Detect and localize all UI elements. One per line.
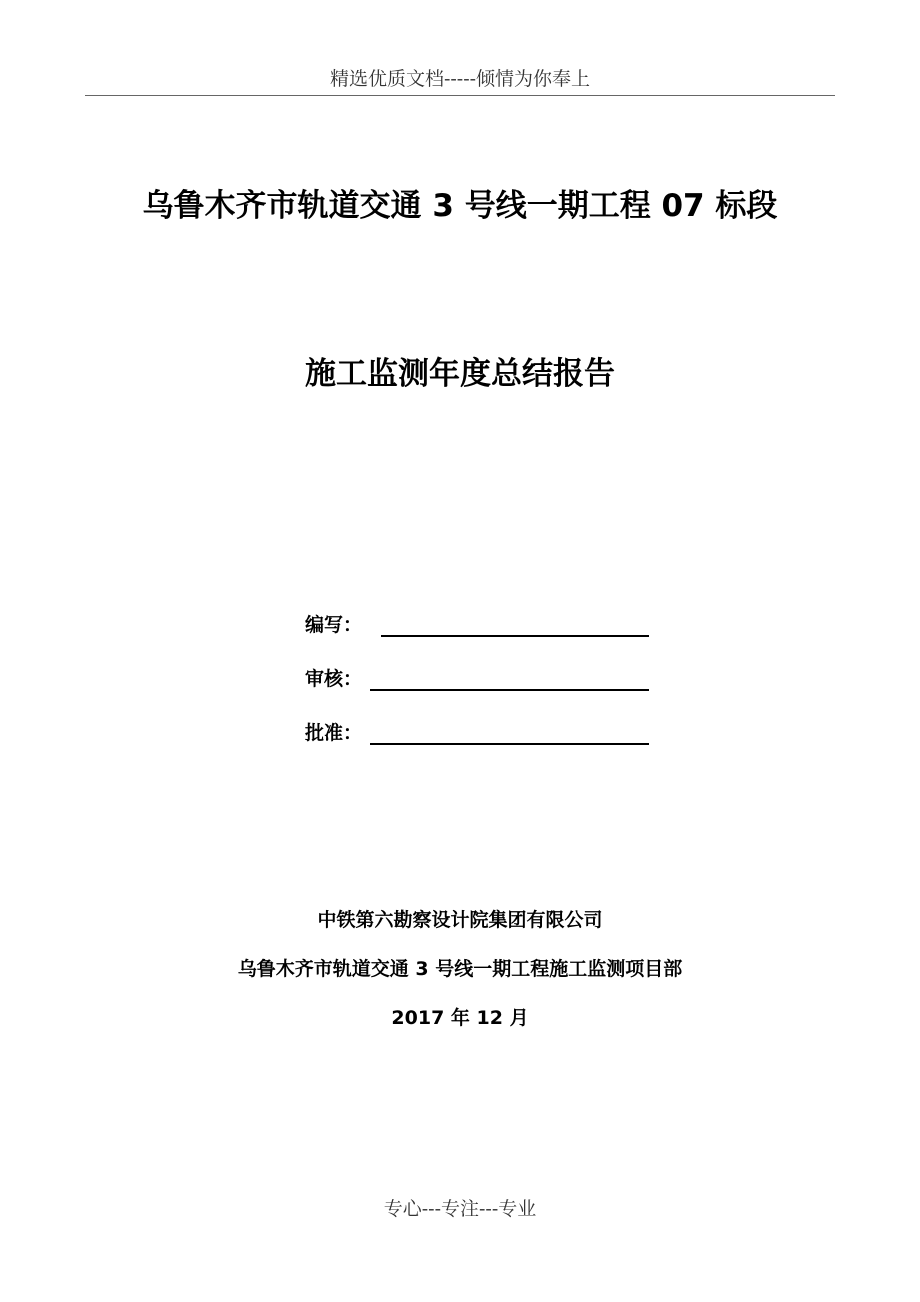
page-header-text: 精选优质文档-----倾情为你奉上 (329, 68, 591, 90)
document-title-line-2: 施工监测年度总结报告 (305, 356, 615, 392)
document-title-line-1: 乌鲁木齐市轨道交通 3 号线一期工程 07 标段 (142, 188, 778, 224)
signature-label-approver: 批准： (305, 722, 363, 744)
signature-label-reviewer: 审核： (305, 668, 363, 690)
organization-department: 乌鲁木齐市轨道交通 3 号线一期工程施工监测项目部 (237, 958, 683, 980)
signature-label-author: 编写： (305, 614, 363, 636)
organization-company: 中铁第六勘察设计院集团有限公司 (317, 909, 603, 931)
report-date: 2017 年 12 月 (391, 1007, 529, 1029)
header-divider (85, 95, 835, 96)
signature-line-approver (370, 743, 649, 745)
signature-line-author (381, 635, 649, 637)
page-footer-text: 专心---专注---专业 (383, 1198, 537, 1220)
signature-line-reviewer (370, 689, 649, 691)
